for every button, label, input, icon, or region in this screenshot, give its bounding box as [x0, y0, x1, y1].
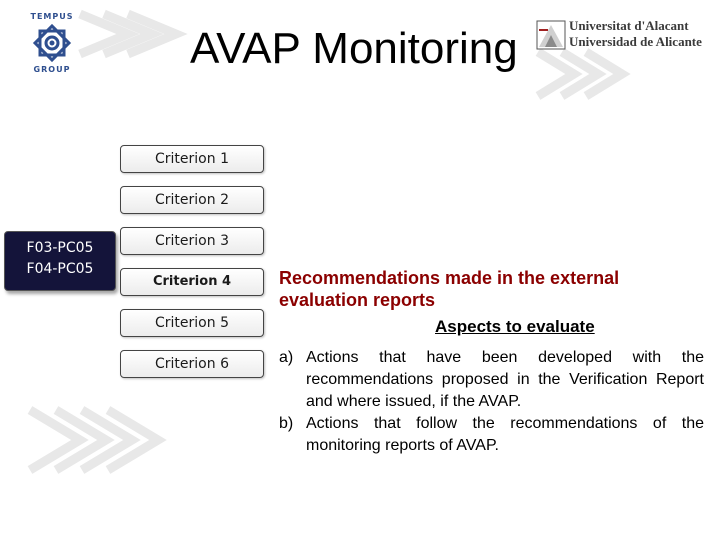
- list-item: [279, 347, 704, 413]
- evaluation-list: [279, 347, 704, 457]
- university-name-valencian: Universitat d'Alacant: [569, 18, 689, 33]
- university-logo: [536, 18, 706, 54]
- recommendations-heading: Recommendations made in the external evaluation reports: [279, 268, 620, 310]
- criterion-4-button[interactable]: Criterion 4: [120, 268, 264, 296]
- logo-bottom-text: GROUP: [33, 65, 71, 74]
- list-item-marker: b): [279, 415, 294, 432]
- page-title: AVAP Monitoring: [190, 24, 518, 73]
- criterion-2-button[interactable]: Criterion 2: [120, 186, 264, 214]
- list-item-text: Actions that follow the recommendations of the monitoring reports of AVAP.: [306, 415, 704, 454]
- tempus-emblem-icon: [32, 23, 72, 63]
- list-item: [279, 413, 704, 457]
- form-code-1: F03-PC05: [26, 240, 94, 256]
- criterion-6-button[interactable]: Criterion 6: [120, 350, 264, 378]
- criterion-5-button[interactable]: Criterion 5: [120, 309, 264, 337]
- form-code-2: F04-PC05: [26, 261, 94, 277]
- logo-top-text: TEMPUS: [30, 12, 74, 21]
- list-item-text: Actions that have been developed with the recommendations proposed in the Verification Report and where issued, if the AVAP.: [306, 349, 704, 410]
- form-codes-box: [4, 231, 116, 291]
- criterion-3-button[interactable]: Criterion 3: [120, 227, 264, 255]
- university-emblem-icon: [536, 20, 566, 50]
- aspects-to-evaluate-subheading: Aspects to evaluate: [435, 317, 595, 336]
- list-item-marker: a): [279, 349, 294, 366]
- criterion-1-button[interactable]: Criterion 1: [120, 145, 264, 173]
- tempus-group-logo: [24, 12, 80, 74]
- university-name-spanish: Universidad de Alicante: [569, 34, 702, 49]
